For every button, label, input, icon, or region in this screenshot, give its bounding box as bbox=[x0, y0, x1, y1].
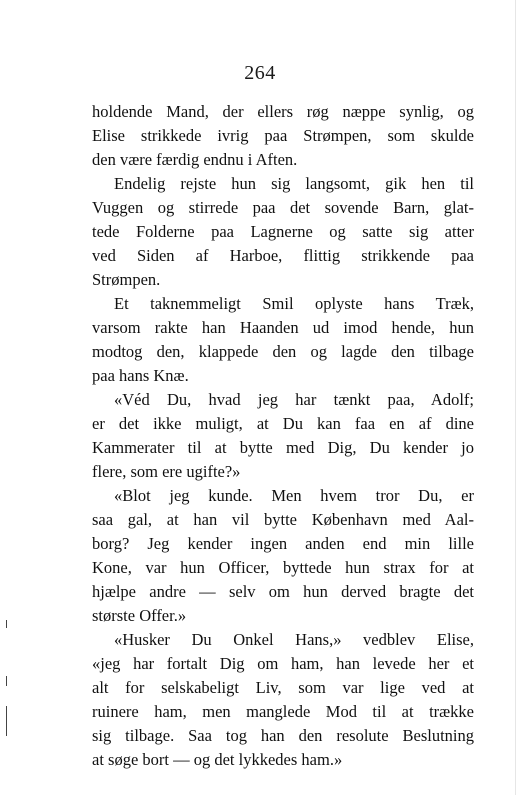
text-line: Elise strikkede ivrig paa Strømpen, som skulde bbox=[92, 126, 474, 145]
text-line: Kammerater til at bytte med Dig, Du kender jo bbox=[92, 438, 474, 457]
scan-margin-mark bbox=[6, 676, 7, 686]
text-line: Kone, var hun Officer, byttede hun strax for at bbox=[92, 558, 474, 577]
text-line: borg? Jeg kender ingen anden end min lille bbox=[92, 534, 474, 553]
text-line: «Blot jeg kunde. Men hvem tror Du, er bbox=[114, 486, 474, 505]
text-line: Et taknemmeligt Smil oplyste hans Træk, bbox=[114, 294, 474, 313]
text-line: paa hans Knæ. bbox=[92, 366, 189, 385]
page-number: 264 bbox=[244, 62, 276, 84]
text-line: «Véd Du, hvad jeg har tænkt paa, Adolf; bbox=[114, 390, 474, 409]
text-line: Vuggen og stirrede paa det sovende Barn, glat- bbox=[92, 198, 474, 217]
text-line: varsom rakte han Haanden ud imod hende, hun bbox=[92, 318, 474, 337]
scan-margin-mark bbox=[6, 620, 7, 628]
body-text bbox=[92, 100, 474, 772]
text-line: ruinere ham, men manglede Mod til at trække bbox=[92, 702, 474, 721]
text-line: at søge bort — og det lykkedes ham.» bbox=[92, 750, 343, 769]
text-line: Endelig rejste hun sig langsomt, gik hen til bbox=[114, 174, 474, 193]
text-line: Strømpen. bbox=[92, 270, 161, 289]
scan-margin-mark bbox=[6, 706, 7, 736]
text-line: alt for selskabeligt Liv, som var lige ved at bbox=[92, 678, 474, 697]
scan-page-edge bbox=[515, 0, 516, 795]
text-line: hjælpe andre — selv om hun derved bragte det bbox=[92, 582, 474, 601]
text-line: saa gal, at han vil bytte København med Aal- bbox=[92, 510, 474, 529]
text-line: er det ikke muligt, at Du kan faa en af dine bbox=[92, 414, 474, 433]
text-line: den være færdig endnu i Aften. bbox=[92, 150, 298, 169]
text-line: tede Folderne paa Lagnerne og satte sig atter bbox=[92, 222, 474, 241]
text-line: «Husker Du Onkel Hans,» vedblev Elise, bbox=[114, 630, 474, 649]
text-line: modtog den, klappede den og lagde den tilbage bbox=[92, 342, 474, 361]
text-line: holdende Mand, der ellers røg næppe synlig, og bbox=[92, 102, 474, 121]
text-line: ved Siden af Harboe, flittig strikkende paa bbox=[92, 246, 474, 265]
text-line: «jeg har fortalt Dig om ham, han levede her et bbox=[92, 654, 474, 673]
text-line: flere, som ere ugifte?» bbox=[92, 462, 241, 481]
text-line: sig tilbage. Saa tog han den resolute Beslutning bbox=[92, 726, 474, 745]
text-line: største Offer.» bbox=[92, 606, 187, 625]
